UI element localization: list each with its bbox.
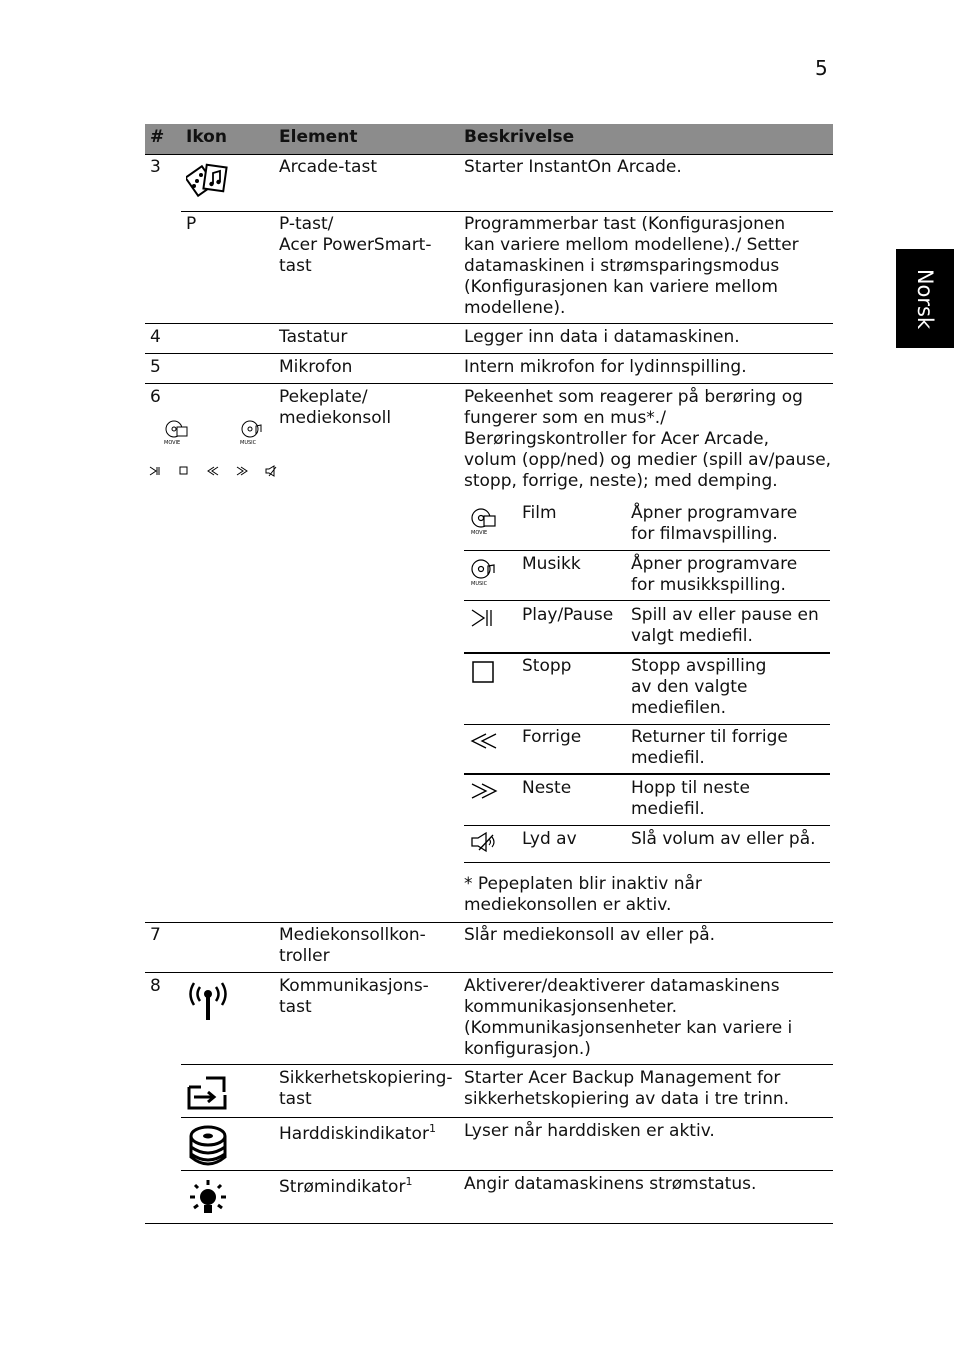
header-num: #: [150, 127, 165, 147]
next-icon: [470, 781, 498, 801]
row-num: 3: [150, 157, 161, 177]
element-name: Kommunikasjons- tast: [279, 976, 429, 1017]
music-disc-icon: [238, 418, 266, 446]
movie-disc-icon: [162, 418, 190, 446]
subrow-rule: [464, 862, 830, 863]
subrow-rule: [464, 773, 830, 775]
p-key-label: P: [186, 214, 197, 234]
media-name: Neste: [522, 778, 572, 798]
media-description: Stopp avspilling av den valgte mediefilen.: [631, 656, 767, 718]
media-name: Stopp: [522, 656, 572, 676]
header-rule: [145, 154, 833, 155]
row-rule: [145, 972, 833, 973]
element-description: Starter InstantOn Arcade.: [464, 157, 682, 177]
previous-icon: [470, 731, 498, 751]
subrow-rule: [464, 550, 830, 551]
media-description: Åpner programvare for filmavspilling.: [631, 503, 798, 544]
page-number: 5: [815, 56, 828, 80]
language-tab: Norsk: [896, 249, 954, 348]
row-rule: [181, 1064, 833, 1065]
media-name: Film: [522, 503, 557, 523]
element-description: Lyser når harddisken er aktiv.: [464, 1121, 715, 1141]
header-icon: Ikon: [186, 127, 227, 147]
wireless-icon: [187, 980, 229, 1022]
media-description: Åpner programvare for musikkspilling.: [631, 554, 798, 595]
play-pause-icon: [470, 608, 498, 628]
element-description: Starter Acer Backup Management for sikkerhetskopiering av data i tre trinn.: [464, 1068, 790, 1109]
row-rule: [145, 323, 833, 324]
row-rule: [145, 353, 833, 354]
element-description: Intern mikrofon for lydinnspilling.: [464, 357, 747, 377]
table-header: [145, 124, 833, 154]
row-num: 6: [150, 387, 161, 407]
table-bottom-rule: [145, 1223, 833, 1224]
row-rule: [181, 1117, 833, 1118]
media-description: Hopp til neste mediefil.: [631, 778, 750, 819]
media-name: Play/Pause: [522, 605, 614, 625]
media-name: Forrige: [522, 727, 582, 747]
media-description: Returner til forrige mediefil.: [631, 727, 788, 768]
row-rule: [145, 383, 833, 384]
header-element: Element: [279, 127, 358, 147]
element-name: Pekeplate/ mediekonsoll: [279, 387, 392, 428]
row-num: 7: [150, 925, 161, 945]
element-name: Harddiskindikator$^1$: [279, 1122, 436, 1144]
svg-text:MOVIE: MOVIE: [164, 440, 181, 446]
arcade-icon: [186, 160, 230, 200]
row-num: 8: [150, 976, 161, 996]
element-description: Pekeenhet som reagerer på berøring og fungerer som en mus*./ Berøringskontroller for Acer Arcade, volum (opp/ned) og medier (spill av/pause, stopp, forrige, neste); med demping.: [464, 387, 832, 491]
media-keys-row: [148, 465, 280, 477]
row-num: 5: [150, 357, 161, 377]
row-rule: [181, 211, 833, 212]
media-description: Slå volum av eller på.: [631, 829, 816, 849]
media-description: Spill av eller pause en valgt mediefil.: [631, 605, 819, 646]
element-name: Sikkerhetskopiering- tast: [279, 1068, 453, 1109]
music-disc-icon: [468, 557, 498, 587]
header-description: Beskrivelse: [464, 127, 575, 147]
element-description: Legger inn data i datamaskinen.: [464, 327, 740, 347]
subrow-rule: [464, 825, 830, 826]
subrow-rule: [464, 724, 830, 725]
element-name: Mediekonsollkon- troller: [279, 925, 426, 966]
row-rule: [145, 922, 833, 923]
row-num: 4: [150, 327, 161, 347]
stop-icon: [471, 660, 495, 684]
subrow-rule: [464, 600, 830, 601]
power-light-icon: [188, 1178, 228, 1220]
element-name: Arcade-tast: [279, 157, 377, 177]
element-description: Slår mediekonsoll av eller på.: [464, 925, 716, 945]
element-name: P-tast/ Acer PowerSmart- tast: [279, 214, 432, 276]
element-description: Angir datamaskinens strømstatus.: [464, 1174, 757, 1194]
row-rule: [181, 1170, 833, 1171]
element-name: Mikrofon: [279, 357, 353, 377]
element-name: Strømindikator$^1$: [279, 1175, 413, 1197]
hdd-icon: [188, 1125, 228, 1169]
svg-text:MOVIE: MOVIE: [471, 530, 488, 536]
movie-disc-icon: [468, 506, 498, 536]
element-description: Programmerbar tast (Konfigurasjonen kan variere mellom modellene)./ Setter datamaskinen i strømsparingsmodus (Konfigurasjonen kan variere mellom modellene).: [464, 214, 799, 318]
media-name: Musikk: [522, 554, 581, 574]
svg-text:MUSIC: MUSIC: [471, 581, 488, 587]
subrow-rule: [464, 652, 830, 654]
mute-icon: [469, 831, 499, 853]
svg-text:MUSIC: MUSIC: [240, 440, 257, 446]
backup-icon: [186, 1075, 230, 1111]
footnote: * Pepeplaten blir inaktiv når mediekonsollen er aktiv.: [464, 874, 702, 915]
element-name: Tastatur: [279, 327, 348, 347]
element-description: Aktiverer/deaktiverer datamaskinens kommunikasjonsenheter. (Kommunikasjonsenheter kan variere i konfigurasjon.): [464, 976, 793, 1059]
media-name: Lyd av: [522, 829, 577, 849]
